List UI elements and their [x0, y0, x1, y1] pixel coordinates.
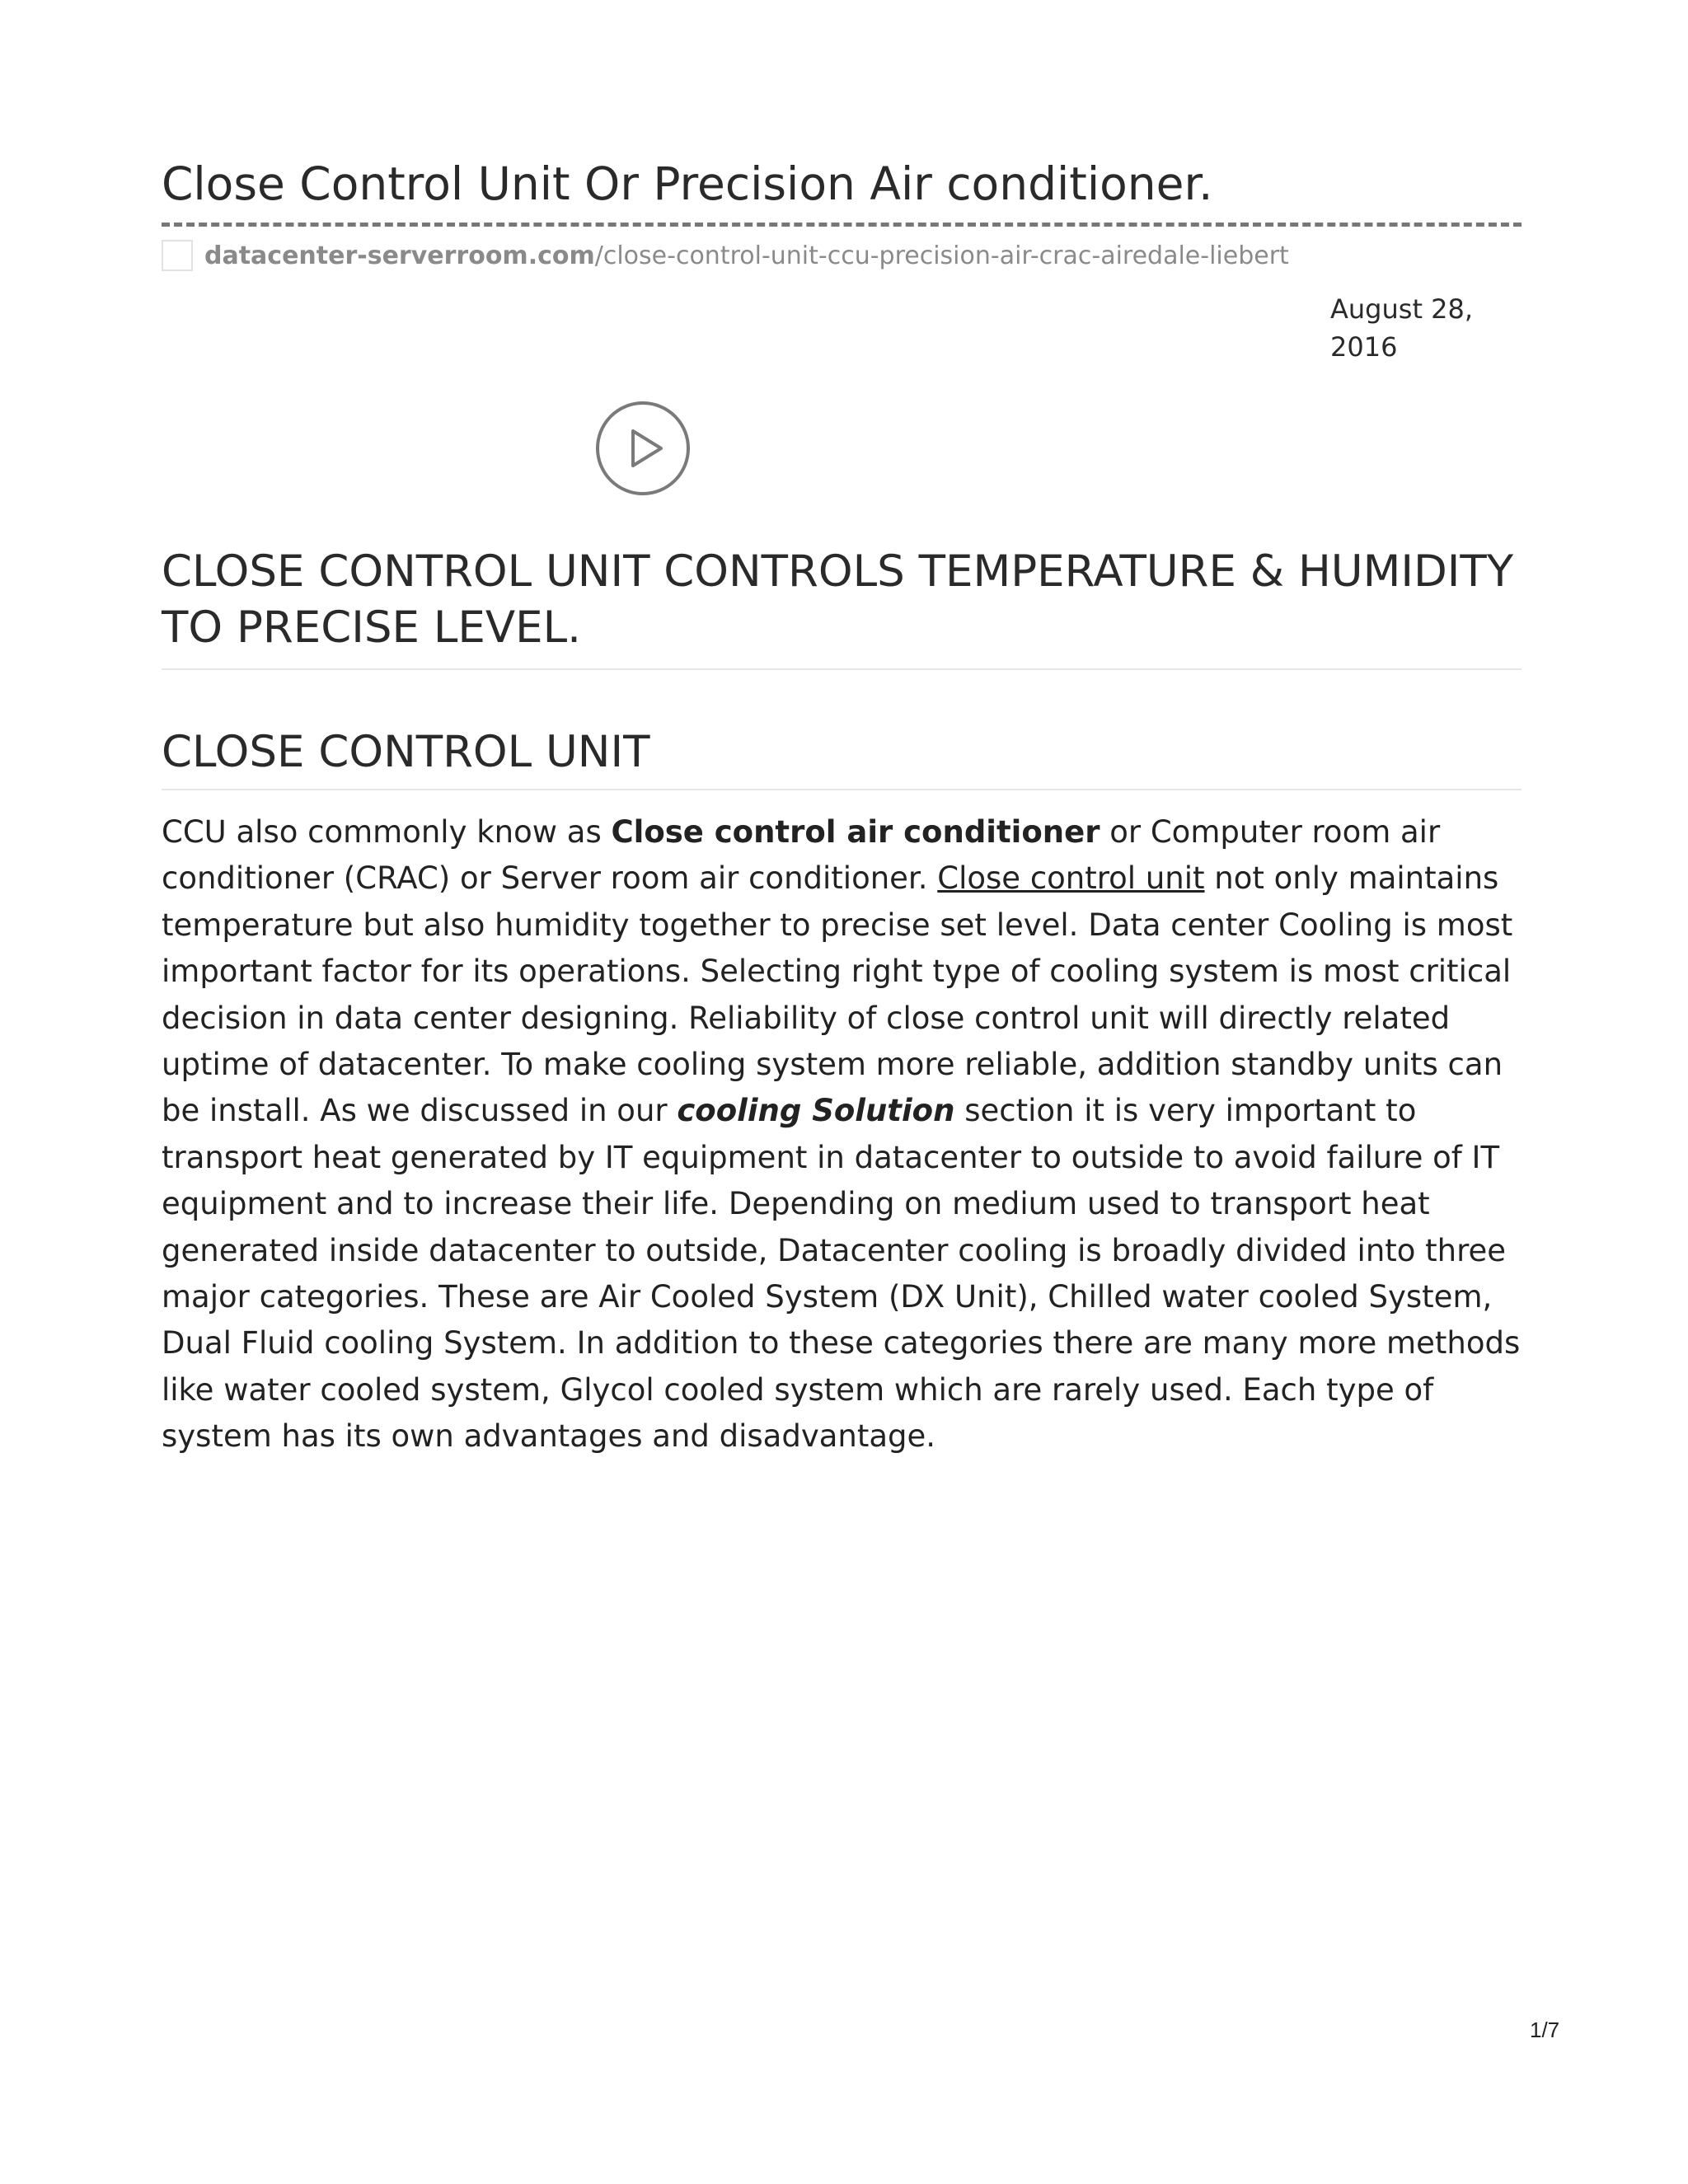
title-divider	[162, 223, 1522, 227]
section-heading-main: CLOSE CONTROL UNIT CONTROLS TEMPERATURE & HUMIDITY TO PRECISE LEVEL.	[162, 546, 1514, 653]
paragraph-text: or Computer room air conditioner (CRAC) or Server room air conditioner.	[162, 814, 1441, 897]
paragraph-text: section it is very important to transport heat generated by IT equipment in datacenter to outside to avoid failure of IT equipment and to increase their life. Depending on medium used to transport heat generated inside datacenter to outside, Datacenter cooling is broadly divided into three major categories. These are Air Cooled System (DX Unit), Chilled water cooled System, Dual Fluid cooling System. In addition to these categories there are many more methods like water cooled system, Glycol cooled system which are rarely used. Each type of system has its own advantages and disadvantage.	[162, 1093, 1521, 1455]
favicon-icon	[162, 240, 193, 271]
heading-divider	[162, 668, 1522, 670]
close-control-unit-link[interactable]: Close control unit	[937, 860, 1205, 897]
bold-term: Close control air conditioner	[611, 814, 1100, 850]
source-url[interactable]	[162, 237, 1289, 274]
paragraph-text: not only maintains temperature but also humidity together to precise set level. Data center Cooling is most important factor for its operations. Selecting right type of cooling system is most critical decision in data center designing. Reliability of close control unit will directly related uptime of datacenter. To make cooling system more reliable, addition standby units can be install. As we discussed in our	[162, 860, 1513, 1129]
article-title: Close Control Unit Or Precision Air conditioner.	[162, 157, 1213, 210]
section-heading-ccu: CLOSE CONTROL UNIT	[162, 727, 650, 777]
article-paragraph	[162, 809, 1522, 1460]
paragraph-text: CCU also commonly know as	[162, 814, 612, 850]
source-path[interactable]: /close-control-unit-ccu-precision-air-crac-airedale-liebert	[594, 241, 1289, 270]
play-circle-icon[interactable]	[595, 401, 691, 496]
video-play-button[interactable]	[595, 401, 691, 496]
page-number: 1/7	[1530, 2018, 1560, 2042]
heading-divider	[162, 789, 1522, 790]
cooling-solution-emphasis: cooling Solution	[677, 1093, 955, 1129]
source-domain[interactable]: datacenter-serverroom.com	[204, 241, 595, 270]
publish-date: August 28, 2016	[1330, 293, 1474, 363]
